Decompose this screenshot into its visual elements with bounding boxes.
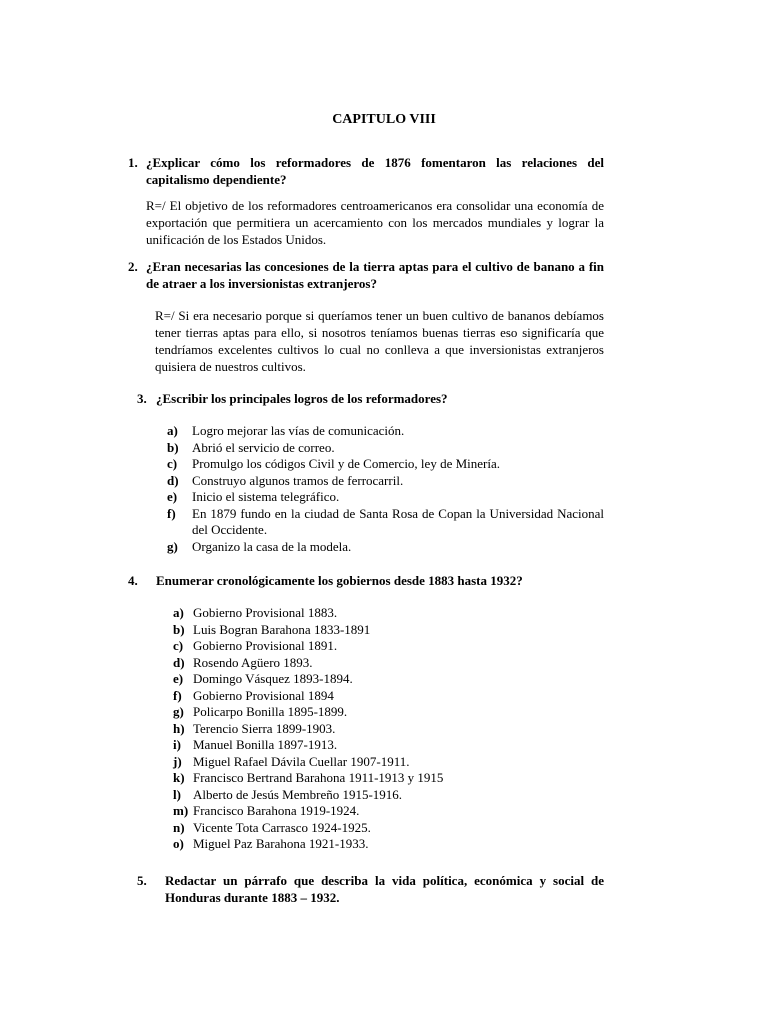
question-1 (128, 154, 604, 188)
list-item-text: Manuel Bonilla 1897-1913. (193, 737, 338, 752)
question-3-header (137, 390, 604, 407)
question-2-text: ¿Eran necesarias las concesiones de la tierra aptas para el cultivo de banano a fin de atraer a los inversionistas extranjeros? (146, 259, 604, 291)
list-item-label: o) (173, 836, 184, 851)
governments-list (173, 605, 604, 853)
list-item-label: h) (173, 720, 185, 736)
list-item (167, 506, 604, 539)
list-item-label: k) (173, 770, 185, 785)
list-item-text: Miguel Paz Barahona 1921-1933. (193, 836, 369, 851)
list-item (173, 721, 604, 738)
list-item-label: j) (173, 753, 182, 769)
list-item-label: b) (167, 439, 179, 455)
achievements-list (167, 423, 604, 555)
list-item (167, 473, 604, 490)
answer-2: R=/ Si era necesario porque si queríamos tener un buen cultivo de bananos debíamos tener tierras aptas para ello, si nosotros teníamos buenas tierras eso significaría que tendríamos excelentes cultivos lo cual no conlleva a que inversionistas extranjeros quisiera de nuestros cultivos. (155, 308, 604, 374)
list-item-text: Inicio el sistema telegráfico. (192, 489, 340, 504)
list-item-label: n) (173, 819, 185, 835)
list-item (173, 704, 604, 721)
list-item-label: l) (173, 786, 181, 802)
list-item-text: Vicente Tota Carrasco 1924-1925. (193, 819, 371, 835)
list-item-text: Promulgo los códigos Civil y de Comercio, ley de Minería. (192, 456, 500, 471)
list-item-label: a) (173, 605, 184, 620)
list-item-label: a) (167, 423, 178, 438)
question-4-header (128, 572, 604, 589)
list-item-text: Luis Bogran Barahona 1833-1891 (193, 621, 371, 637)
question-2-number: 2. (128, 259, 138, 274)
question-1-text: ¿Explicar cómo los reformadores de 1876 fomentaron las relaciones del capitalismo dependiente? (146, 155, 604, 187)
list-item-label: g) (173, 704, 184, 719)
list-item-label: c) (173, 638, 184, 653)
list-item-text: Rosendo Agüero 1893. (193, 654, 313, 670)
question-5-number: 5. (137, 873, 147, 888)
list-item (173, 803, 604, 820)
list-item (173, 754, 604, 771)
list-item-text: Gobierno Provisional 1891. (193, 638, 338, 653)
list-item-label: b) (173, 621, 185, 637)
list-item (167, 440, 604, 457)
question-4-number: 4. (128, 573, 138, 588)
list-item (173, 671, 604, 688)
list-item (173, 770, 604, 787)
list-item-label: c) (167, 456, 178, 471)
list-item-text: Gobierno Provisional 1883. (193, 605, 338, 620)
list-item (167, 423, 604, 440)
list-item (173, 655, 604, 672)
question-3-number: 3. (137, 391, 147, 406)
list-item-text: Abrió el servicio de correo. (192, 439, 335, 455)
list-item-text: Miguel Rafael Dávila Cuellar 1907-1911. (193, 753, 410, 769)
list-item-label: e) (173, 671, 184, 686)
list-item-label: d) (173, 654, 185, 670)
list-item-label: i) (173, 737, 181, 752)
list-item (173, 622, 604, 639)
question-5-header (137, 872, 604, 906)
list-item-text: Construyo algunos tramos de ferrocarril. (192, 472, 404, 488)
question-5 (137, 872, 604, 906)
list-item-text: Gobierno Provisional 1894 (193, 687, 334, 703)
list-item (167, 489, 604, 506)
question-3-text: ¿Escribir los principales logros de los reformadores? (156, 391, 448, 406)
list-item (173, 820, 604, 837)
list-item (173, 638, 604, 655)
question-1-number: 1. (128, 155, 138, 170)
question-2-header (128, 258, 604, 292)
list-item-text: Francisco Bertrand Barahona 1911-1913 y 1915 (193, 770, 444, 785)
list-item (173, 737, 604, 754)
list-item (173, 688, 604, 705)
list-item-text: Terencio Sierra 1899-1903. (193, 720, 336, 736)
question-1-header (128, 154, 604, 188)
list-item (173, 836, 604, 853)
page-title: CAPITULO VIII (332, 112, 436, 127)
list-item-text: Logro mejorar las vías de comunicación. (192, 423, 405, 438)
question-5-text: Redactar un párrafo que describa la vida política, económica y social de Honduras durante 1883 – 1932. (165, 873, 604, 905)
list-item-text: Domingo Vásquez 1893-1894. (193, 671, 353, 686)
question-4-text: Enumerar cronológicamente los gobiernos desde 1883 hasta 1932? (156, 573, 523, 588)
question-3 (137, 390, 604, 407)
list-item-text: En 1879 fundo en la ciudad de Santa Rosa de Copan la Universidad Nacional del Occidente. (192, 505, 604, 537)
list-item-label: m) (173, 803, 189, 818)
list-item-label: d) (167, 472, 179, 488)
list-item-label: f) (167, 505, 176, 521)
list-item (173, 787, 604, 804)
list-item (167, 539, 604, 556)
question-2 (128, 258, 604, 292)
list-item (173, 605, 604, 622)
list-item-text: Francisco Barahona 1919-1924. (193, 803, 360, 818)
list-item-text: Policarpo Bonilla 1895-1899. (193, 704, 348, 719)
list-item (167, 456, 604, 473)
list-item-label: f) (173, 687, 182, 703)
list-item-text: Organizo la casa de la modela. (192, 538, 352, 554)
question-4 (128, 572, 604, 589)
answer-1: R=/ El objetivo de los reformadores centroamericanos era consolidar una economía de exportación que permitiera un acercamiento con los mercados mundiales y lograr la unificación de los Estados Unidos. (146, 198, 604, 247)
list-item-text: Alberto de Jesús Membreño 1915-1916. (193, 786, 403, 802)
list-item-label: g) (167, 538, 178, 554)
list-item-label: e) (167, 489, 178, 504)
